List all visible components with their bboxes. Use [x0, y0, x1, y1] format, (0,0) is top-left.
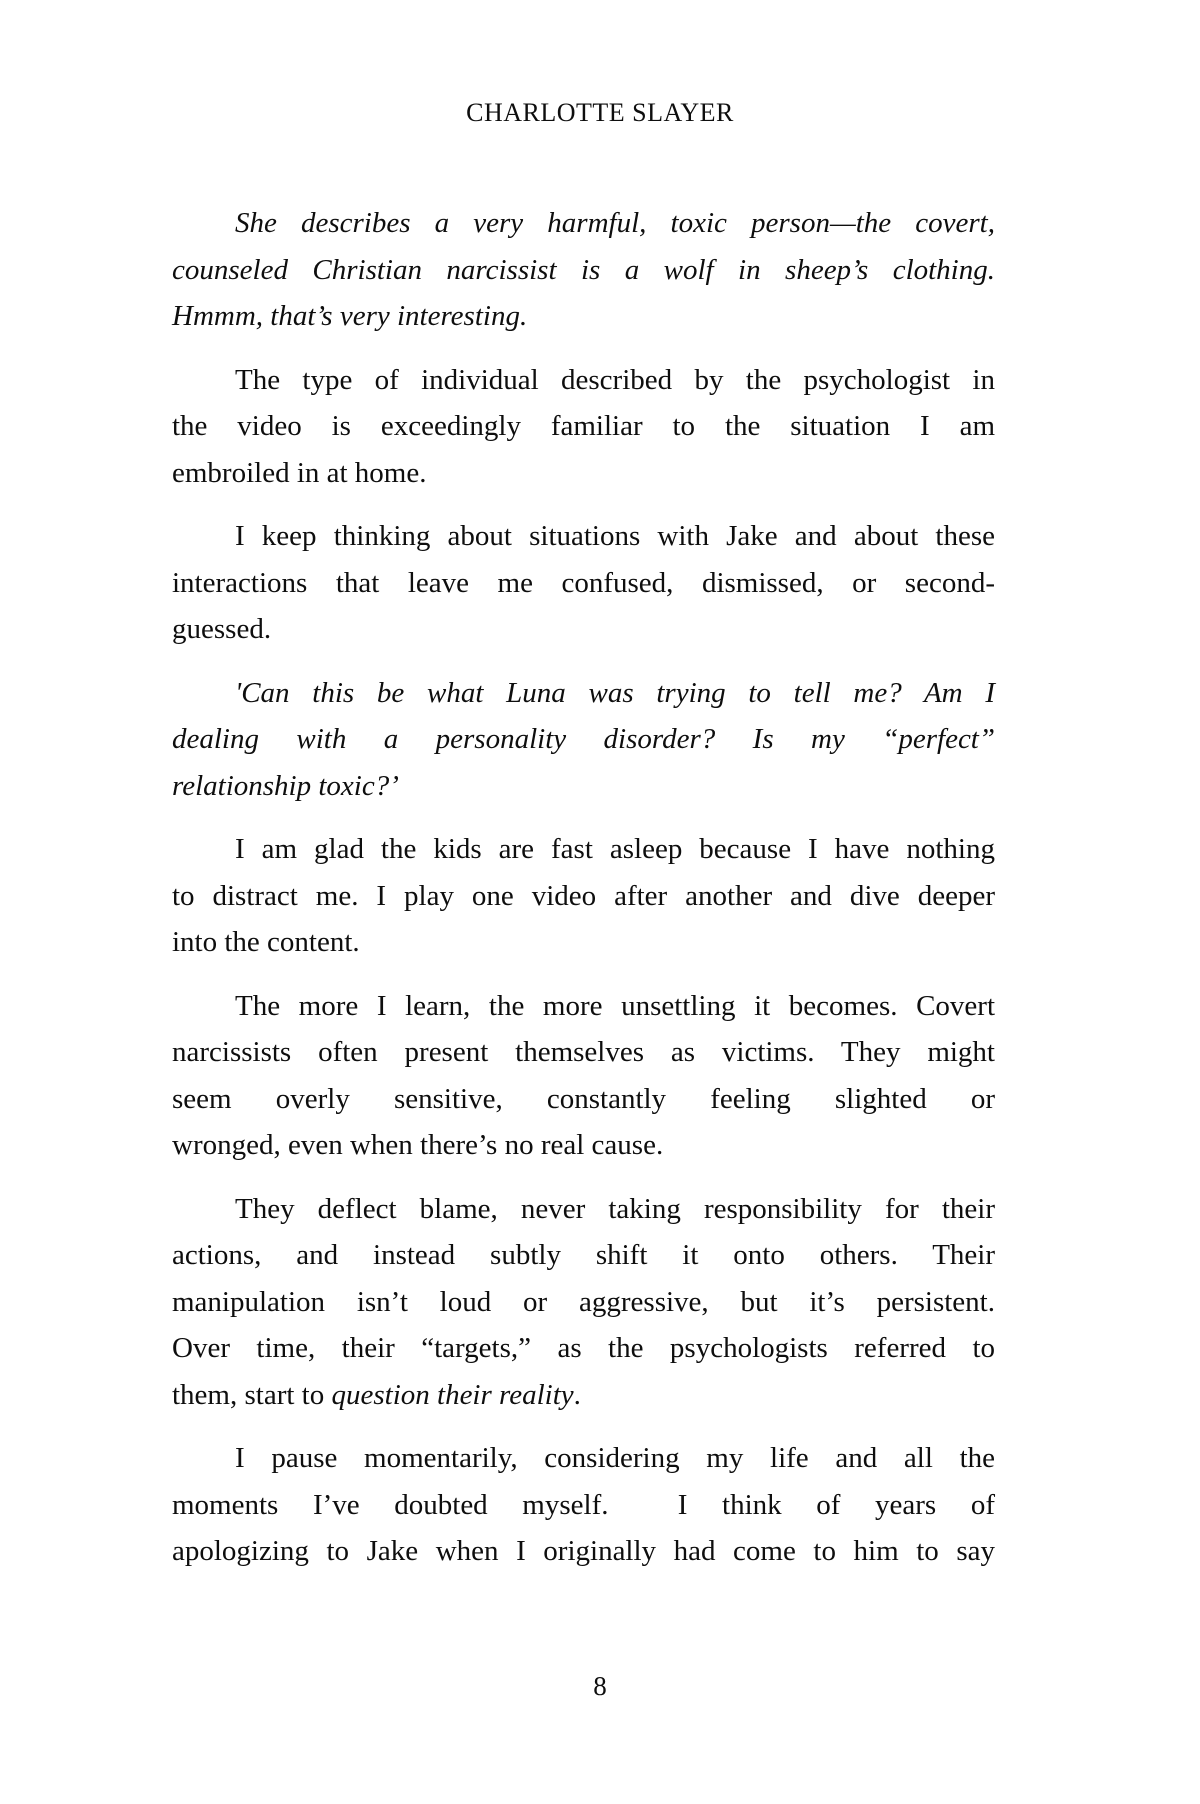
text-segment: manipulation isn’t loud or aggressive, but it’s persistent.	[172, 1285, 995, 1318]
text-line	[172, 560, 995, 607]
text-line	[172, 200, 995, 247]
text-line	[172, 919, 995, 966]
page-number: 8	[593, 1671, 607, 1701]
text-segment: moments I’ve doubted myself. I think of years of	[172, 1488, 995, 1521]
text-segment: counseled Christian narcissist is a wolf in sheep’s clothing.	[172, 253, 995, 286]
paragraph	[172, 200, 995, 340]
italic-text-segment: question their reality	[331, 1378, 574, 1411]
text-segment: I am glad the kids are fast asleep because I have nothing	[235, 833, 995, 865]
text-segment: interactions that leave me confused, dismissed, or second-	[172, 566, 995, 599]
paragraph	[172, 670, 995, 810]
text-segment: them, start to	[172, 1378, 332, 1411]
text-line	[172, 1232, 995, 1279]
text-segment: 'Can this be what Luna was trying to tell me? Am I	[235, 676, 995, 709]
text-line	[172, 873, 995, 920]
text-line	[172, 247, 995, 294]
text-segment: I keep thinking about situations with Jake and about these	[235, 520, 995, 552]
text-segment: She describes a very harmful, toxic person—the covert,	[235, 207, 995, 239]
text-segment: into the content.	[172, 926, 360, 958]
text-segment: The type of individual described by the psychologist in	[235, 363, 995, 396]
page-body-text	[172, 200, 995, 1575]
text-segment: Hmmm, that’s very interesting.	[172, 300, 528, 332]
text-line	[172, 1029, 995, 1076]
text-segment: embroiled in at home.	[172, 456, 427, 489]
text-line	[172, 1372, 995, 1419]
text-segment: dealing with a personality disorder? Is my “perfect”	[172, 723, 995, 755]
text-segment: narcissists often present themselves as victims. They might	[172, 1036, 995, 1068]
text-line	[172, 1325, 995, 1372]
text-line	[172, 1186, 995, 1233]
paragraph	[172, 826, 995, 966]
text-segment: seem overly sensitive, constantly feeling slighted or	[172, 1082, 995, 1115]
text-segment: the video is exceedingly familiar to the situation I am	[172, 410, 995, 442]
text-segment: The more I learn, the more unsettling it becomes. Covert	[235, 989, 995, 1022]
text-line	[172, 1076, 995, 1123]
paragraph	[172, 513, 995, 653]
paragraph	[172, 1435, 995, 1575]
text-line	[172, 403, 995, 450]
text-line	[172, 1482, 995, 1529]
text-line	[172, 670, 995, 717]
text-line	[172, 1122, 995, 1169]
text-line	[172, 357, 995, 404]
text-line	[172, 1435, 995, 1482]
text-segment: They deflect blame, never taking responsibility for their	[235, 1192, 995, 1225]
text-line	[172, 606, 995, 653]
text-segment: to distract me. I play one video after another and dive deeper	[172, 879, 995, 912]
text-segment: I pause momentarily, considering my life and all the	[235, 1442, 995, 1474]
text-line	[172, 716, 995, 763]
paragraph	[172, 1186, 995, 1419]
text-segment: actions, and instead subtly shift it onto others. Their	[172, 1239, 995, 1271]
text-line	[172, 293, 995, 340]
text-line	[172, 983, 995, 1030]
running-header: CHARLOTTE SLAYER	[466, 98, 734, 127]
text-line	[172, 1279, 995, 1326]
text-line	[172, 450, 995, 497]
text-segment: wronged, even when there’s no real cause.	[172, 1129, 664, 1161]
text-line	[172, 513, 995, 560]
text-segment: apologizing to Jake when I originally had come to him to say	[172, 1535, 995, 1567]
text-line	[172, 826, 995, 873]
paragraph	[172, 983, 995, 1169]
text-line	[172, 1528, 995, 1575]
text-segment: guessed.	[172, 613, 272, 645]
text-segment: .	[573, 1378, 581, 1411]
text-segment: relationship toxic?’	[172, 769, 399, 802]
paragraph	[172, 357, 995, 497]
text-line	[172, 763, 995, 810]
text-segment: Over time, their “targets,” as the psychologists referred to	[172, 1332, 995, 1364]
